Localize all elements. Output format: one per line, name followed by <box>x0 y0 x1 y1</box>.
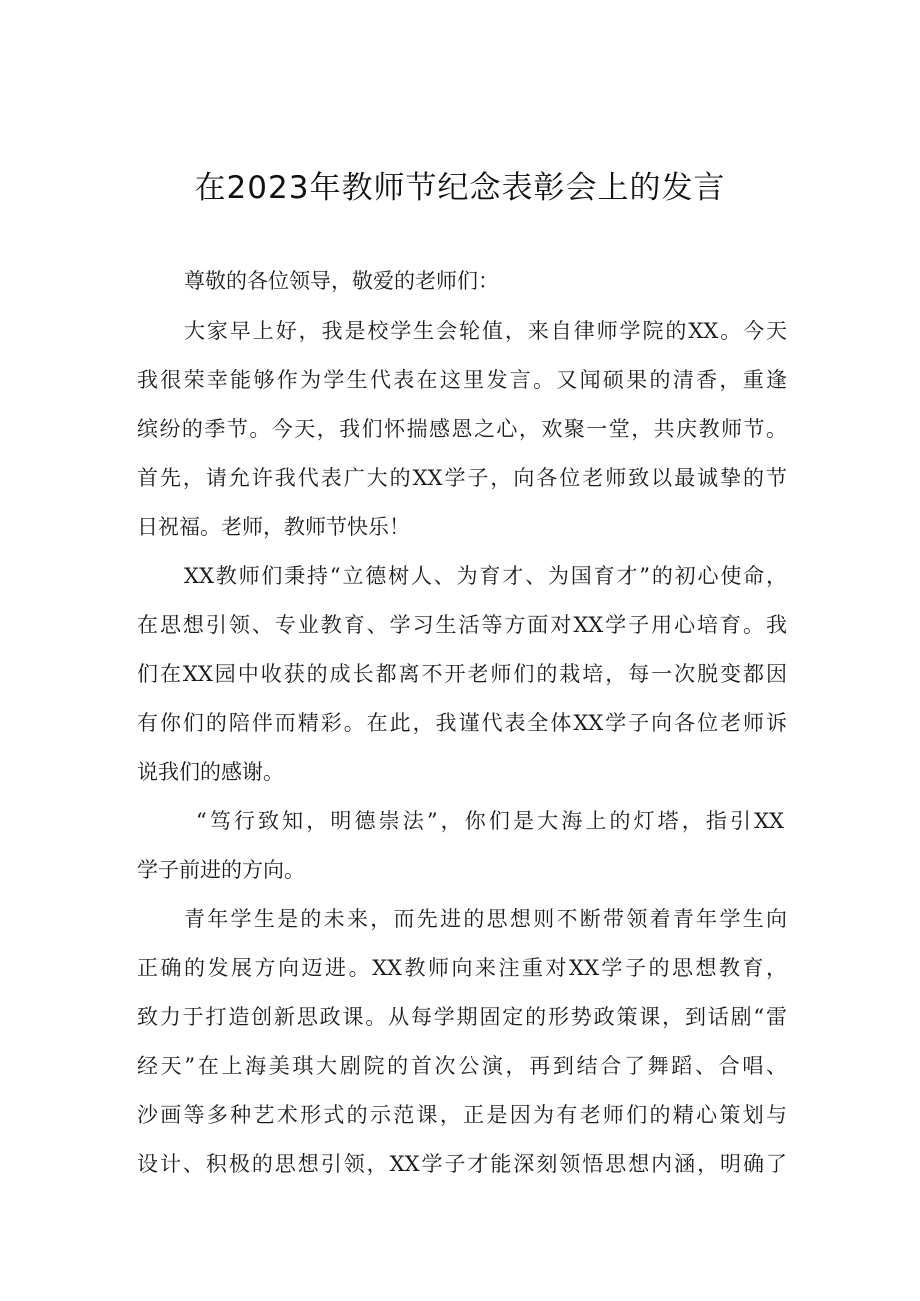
paragraph-3-line-1: “笃行致知，明德崇法”，你们是大海上的灯塔，指引XX <box>196 809 784 833</box>
salutation: 尊敬的各位领导，敬爱的老师们： <box>184 269 499 293</box>
paragraph-4-line-4: 经天”在上海美琪大剧院的首次公演，再到结合了舞蹈、合唱、 <box>137 1054 787 1078</box>
paragraph-1-line-2: 我很荣幸能够作为学生代表在这里发言。又闻硕果的清香，重逢 <box>137 368 787 392</box>
paragraph-3-line-2: 学子前进的方向。 <box>137 858 305 882</box>
paragraph-2-line-5: 说我们的感谢。 <box>137 760 284 784</box>
paragraph-2-line-4: 有你们的陪伴而精彩。在此，我谨代表全体XX学子向各位老师诉 <box>137 711 787 735</box>
paragraph-2-line-1: XX教师们秉持“立德树人、为育才、为国育才”的初心使命， <box>184 564 787 588</box>
paragraph-1-line-3: 缤纷的季节。今天，我们怀揣感恩之心，欢聚一堂，共庆教师节。 <box>137 417 787 441</box>
paragraph-1-line-4: 首先，请允许我代表广大的XX学子，向各位老师致以最诚挚的节 <box>137 466 787 490</box>
paragraph-2-line-2: 在思想引领、专业教育、学习生活等方面对XX学子用心培育。我 <box>137 613 787 637</box>
paragraph-4-line-6: 设计、积极的思想引领，XX学子才能深刻领悟思想内涵，明确了 <box>137 1152 787 1176</box>
paragraph-4-line-1: 青年学生是的未来，而先进的思想则不断带领着青年学生向 <box>184 907 787 931</box>
paragraph-1-line-5: 日祝福。老师，教师节快乐！ <box>137 515 410 539</box>
paragraph-4-line-5: 沙画等多种艺术形式的示范课，正是因为有老师们的精心策划与 <box>137 1103 787 1127</box>
paragraph-4-line-3: 致力于打造创新思政课。从每学期固定的形势政策课，到话剧“雷 <box>137 1005 787 1029</box>
paragraph-1-line-1: 大家早上好，我是校学生会轮值，来自律师学院的XX。今天 <box>184 319 787 343</box>
paragraph-4-line-2: 正确的发展方向迈进。XX教师向来注重对XX学子的思想教育， <box>137 956 787 980</box>
document-title: 在2023年教师节纪念表彰会上的发言 <box>194 170 726 206</box>
paragraph-2-line-3: 们在XX园中收获的成长都离不开老师们的栽培，每一次脱变都因 <box>137 662 787 686</box>
